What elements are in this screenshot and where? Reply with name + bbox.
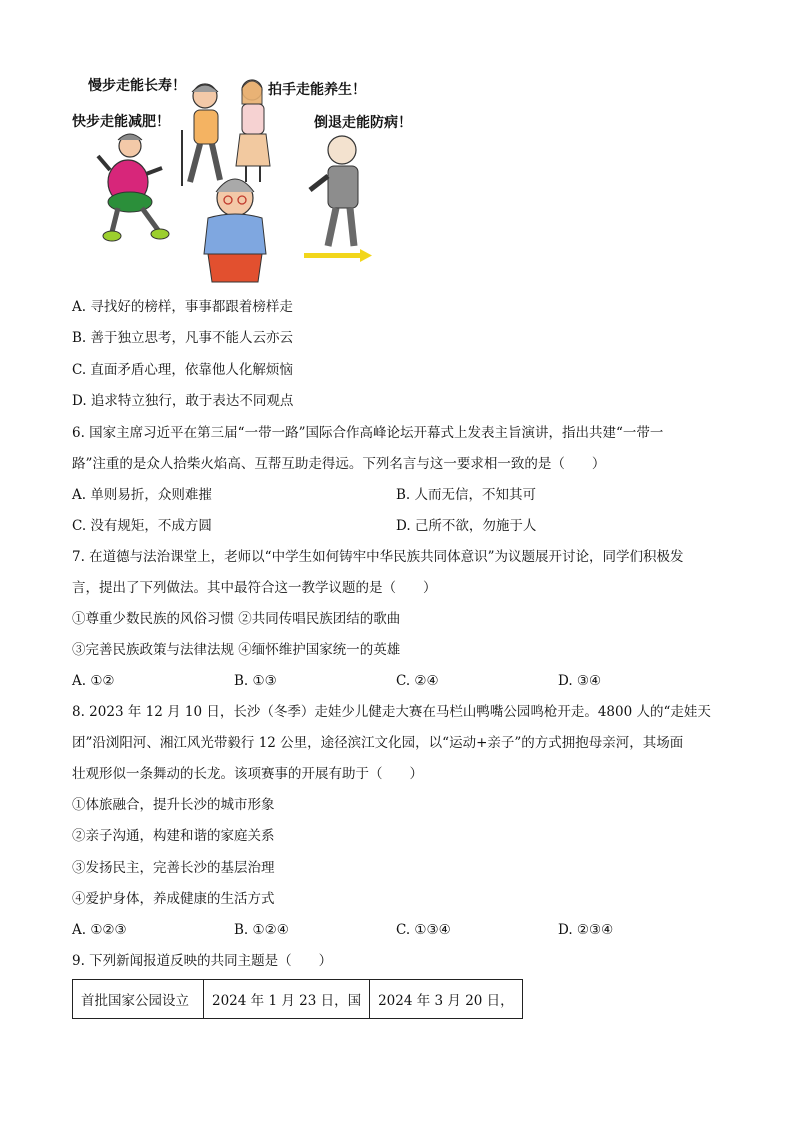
q6-option-c: C. 没有规矩，不成方圆 bbox=[72, 518, 212, 534]
q8-stem-line2: 团”沿浏阳河、湘江风光带毅行 12 公里，途径滨江文化园，以“运动+亲子”的方式拥抱母亲河，其场面 bbox=[72, 735, 684, 751]
q8-item-1: ①体旅融合，提升长沙的城市形象 bbox=[72, 797, 275, 813]
q8-stem-line3: 壮观形似一条舞动的长龙。该项赛事的开展有助于（ ） bbox=[72, 766, 423, 782]
q5-option-b: B. 善于独立思考，凡事不能人云亦云 bbox=[72, 330, 294, 346]
q8-item-4: ④爱护身体，养成健康的生活方式 bbox=[72, 891, 275, 907]
q5-option-d: D. 追求特立独行，敢于表达不同观点 bbox=[72, 393, 294, 409]
q7-option-d: D. ③④ bbox=[558, 673, 602, 689]
grandma-figure bbox=[204, 179, 266, 282]
q6-stem-line2: 路”注重的是众人拾柴火焰高、互帮互助走得远。下列名言与这一要求相一致的是（ ） bbox=[72, 456, 606, 472]
q7-option-c: C. ②④ bbox=[396, 673, 439, 689]
backward-walker-figure bbox=[304, 136, 372, 262]
q6-option-b: B. 人而无信，不知其可 bbox=[396, 487, 537, 503]
q7-option-a: A. ①② bbox=[72, 673, 115, 689]
q8-stem-line1: 8. 2023 年 12 月 10 日，长沙（冬季）走娃少儿健走大赛在马栏山鸭嘴公园鸣枪开走。4800 人的“走娃天 bbox=[72, 704, 711, 720]
q7-stem-line1: 7. 在道德与法治课堂上，老师以“中学生如何铸牢中华民族共同体意识”为议题展开讨论，同学们积极发 bbox=[72, 549, 684, 565]
q6-option-a: A. 单则易折，众则难摧 bbox=[72, 487, 212, 503]
q8-option-b: B. ①②④ bbox=[234, 922, 289, 938]
slow-walker-figure bbox=[182, 84, 220, 186]
q8-option-c: C. ①③④ bbox=[396, 922, 451, 938]
q7-items-line1: ①尊重少数民族的风俗习惯 ②共同传唱民族团结的歌曲 bbox=[72, 611, 401, 627]
q5-option-a: A. 寻找好的榜样，事事都跟着榜样走 bbox=[72, 299, 293, 315]
fast-walker-figure bbox=[98, 134, 169, 241]
q5-option-c: C. 直面矛盾心理，依靠他人化解烦恼 bbox=[72, 362, 293, 378]
clap-walker-figure bbox=[236, 80, 270, 182]
q8-option-a: A. ①②③ bbox=[72, 922, 127, 938]
table-cell: 2024 年 3 月 20 日， bbox=[370, 980, 523, 1019]
q9-stem: 9. 下列新闻报道反映的共同主题是（ ） bbox=[72, 953, 333, 969]
slow-walk-caption: 慢步走能长寿！ bbox=[88, 78, 186, 94]
q9-news-table bbox=[72, 979, 523, 1019]
q7-items-line2: ③完善民族政策与法律法规 ④缅怀维护国家统一的英雄 bbox=[72, 642, 401, 658]
q6-option-d: D. 己所不欲，勿施于人 bbox=[396, 518, 537, 534]
back-walk-caption: 倒退走能防病！ bbox=[314, 115, 412, 131]
clap-walk-caption: 拍手走能养生！ bbox=[268, 82, 366, 98]
table-cell: 首批国家公园设立 bbox=[73, 980, 204, 1019]
q8-item-2: ②亲子沟通，构建和谐的家庭关系 bbox=[72, 828, 275, 844]
table-cell: 2024 年 1 月 23 日，国 bbox=[204, 980, 370, 1019]
q7-option-b: B. ①③ bbox=[234, 673, 277, 689]
walking-illustration bbox=[70, 70, 430, 290]
q7-stem-line2: 言，提出了下列做法。其中最符合这一教学议题的是（ ） bbox=[72, 580, 437, 596]
q6-stem-line1: 6. 国家主席习近平在第三届“一带一路”国际合作高峰论坛开幕式上发表主旨演讲，指出共建“一带一 bbox=[72, 425, 664, 441]
cartoon-figures-image bbox=[70, 70, 430, 290]
fast-walk-caption: 快步走能减肥！ bbox=[72, 114, 170, 130]
q8-item-3: ③发扬民主，完善长沙的基层治理 bbox=[72, 860, 275, 876]
q8-option-d: D. ②③④ bbox=[558, 922, 614, 938]
table-row bbox=[73, 980, 523, 1019]
